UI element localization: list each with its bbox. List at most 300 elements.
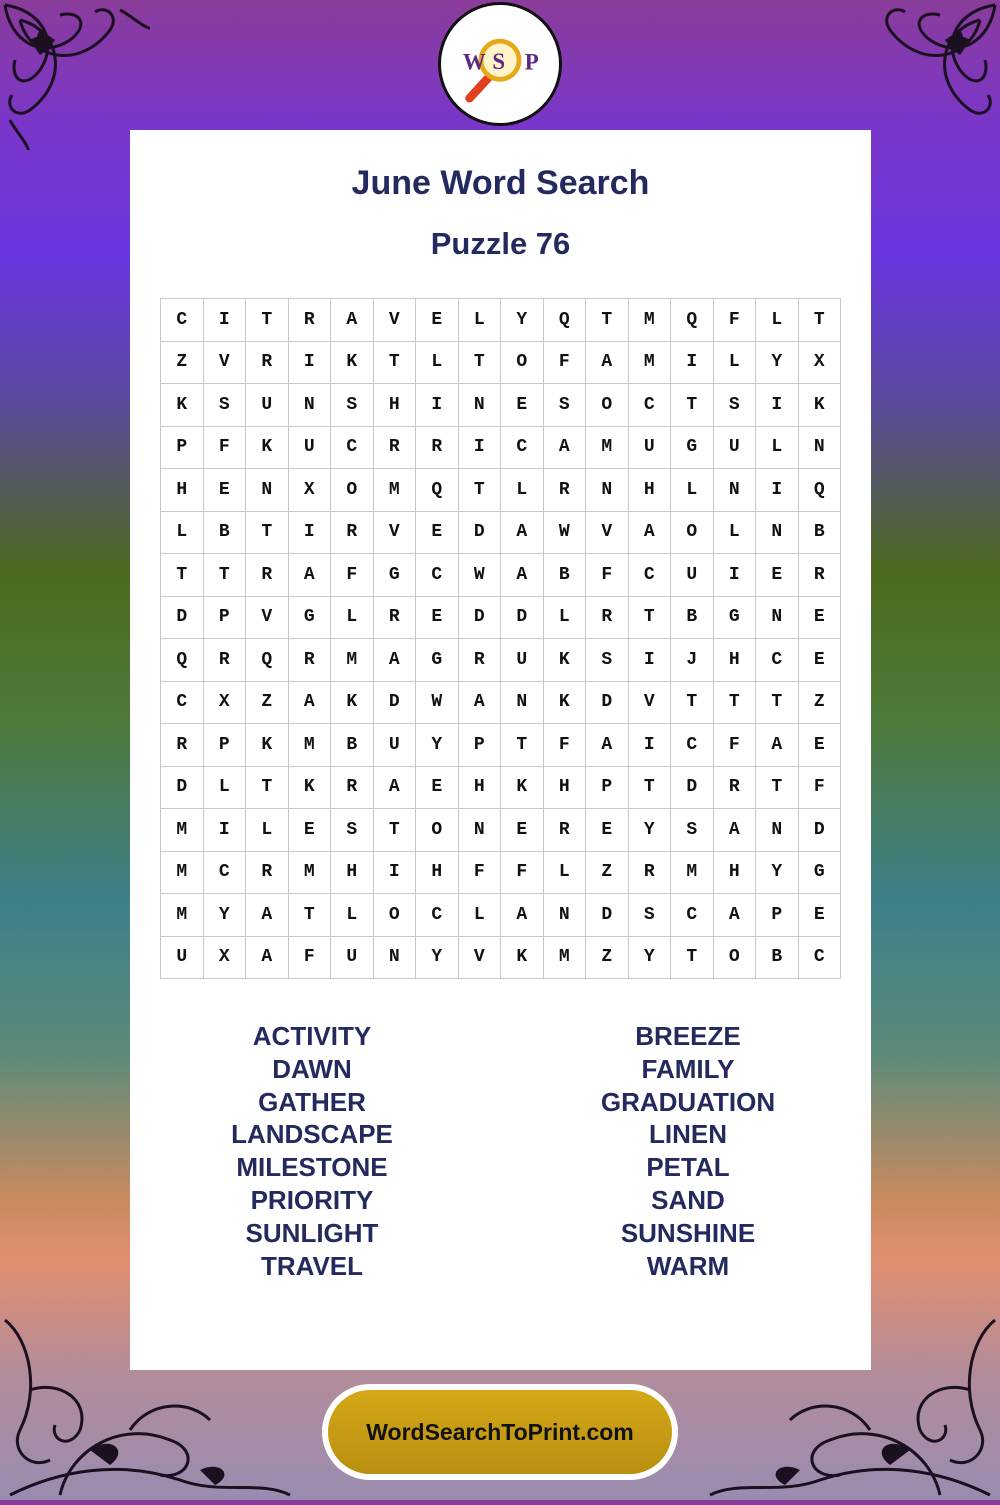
grid-cell[interactable]: A xyxy=(501,894,544,937)
grid-cell[interactable]: E xyxy=(798,894,841,937)
grid-row xyxy=(161,554,841,597)
word-list-left xyxy=(162,1020,462,1282)
grid-cell[interactable]: I xyxy=(288,511,331,554)
grid-cell[interactable]: G xyxy=(373,554,416,597)
letter-grid[interactable] xyxy=(160,298,841,979)
word-list-item: PRIORITY xyxy=(250,1184,374,1215)
grid-cell[interactable]: M xyxy=(586,426,629,469)
grid-cell[interactable]: J xyxy=(671,639,714,682)
grid-cell[interactable]: N xyxy=(288,384,331,427)
grid-cell[interactable]: Q xyxy=(416,469,459,512)
grid-cell[interactable]: Z xyxy=(246,681,289,724)
grid-cell[interactable]: P xyxy=(203,596,246,639)
grid-cell[interactable]: I xyxy=(756,469,799,512)
grid-cell[interactable]: G xyxy=(713,596,756,639)
grid-cell[interactable]: T xyxy=(203,554,246,597)
grid-cell[interactable]: R xyxy=(713,766,756,809)
grid-cell[interactable]: E xyxy=(416,511,459,554)
grid-cell[interactable]: M xyxy=(288,724,331,767)
grid-cell[interactable]: N xyxy=(798,426,841,469)
grid-cell[interactable]: K xyxy=(798,384,841,427)
grid-cell[interactable]: I xyxy=(288,341,331,384)
grid-cell[interactable]: D xyxy=(586,681,629,724)
grid-cell[interactable]: H xyxy=(543,766,586,809)
grid-cell[interactable]: I xyxy=(671,341,714,384)
grid-cell[interactable]: Z xyxy=(586,936,629,979)
grid-cell[interactable]: K xyxy=(501,766,544,809)
grid-cell[interactable]: G xyxy=(671,426,714,469)
grid-cell[interactable]: H xyxy=(458,766,501,809)
grid-cell[interactable]: S xyxy=(331,809,374,852)
grid-cell[interactable]: O xyxy=(373,894,416,937)
grid-cell[interactable]: E xyxy=(756,554,799,597)
grid-cell[interactable]: K xyxy=(331,341,374,384)
grid-cell[interactable]: P xyxy=(458,724,501,767)
site-url-link[interactable]: WordSearchToPrint.com xyxy=(328,1390,672,1474)
grid-cell[interactable]: R xyxy=(373,426,416,469)
grid-cell[interactable]: A xyxy=(543,426,586,469)
grid-cell[interactable]: A xyxy=(586,341,629,384)
word-list-right xyxy=(538,1020,838,1282)
grid-cell[interactable]: H xyxy=(161,469,204,512)
grid-cell[interactable]: E xyxy=(798,596,841,639)
grid-cell[interactable]: F xyxy=(203,426,246,469)
grid-cell[interactable]: T xyxy=(628,766,671,809)
grid-cell[interactable]: E xyxy=(798,639,841,682)
grid-cell[interactable]: U xyxy=(501,639,544,682)
grid-cell[interactable]: Y xyxy=(628,936,671,979)
grid-cell[interactable]: V xyxy=(203,341,246,384)
grid-cell[interactable]: F xyxy=(288,936,331,979)
grid-cell[interactable]: I xyxy=(203,809,246,852)
grid-cell[interactable]: E xyxy=(501,384,544,427)
grid-cell[interactable]: F xyxy=(586,554,629,597)
grid-cell[interactable]: N xyxy=(756,596,799,639)
word-list-item: WARM xyxy=(646,1250,730,1281)
grid-cell[interactable]: D xyxy=(458,511,501,554)
grid-cell[interactable]: R xyxy=(458,639,501,682)
flourish-icon xyxy=(0,0,150,150)
grid-row xyxy=(161,299,841,342)
corner-ornament-top-left xyxy=(0,0,150,150)
grid-cell[interactable]: R xyxy=(586,596,629,639)
grid-cell[interactable]: D xyxy=(798,809,841,852)
grid-cell[interactable]: G xyxy=(798,851,841,894)
grid-cell[interactable]: U xyxy=(246,384,289,427)
grid-cell[interactable]: B xyxy=(543,554,586,597)
grid-cell[interactable]: Y xyxy=(628,809,671,852)
grid-cell[interactable]: H xyxy=(416,851,459,894)
grid-cell[interactable]: A xyxy=(713,809,756,852)
grid-cell[interactable]: K xyxy=(331,681,374,724)
grid-cell[interactable]: M xyxy=(628,341,671,384)
word-list-item: MILESTONE xyxy=(236,1152,388,1183)
grid-cell[interactable]: R xyxy=(416,426,459,469)
grid-cell[interactable]: E xyxy=(586,809,629,852)
grid-cell[interactable]: R xyxy=(288,299,331,342)
grid-cell[interactable]: Q xyxy=(798,469,841,512)
grid-cell[interactable]: F xyxy=(458,851,501,894)
grid-cell[interactable]: F xyxy=(713,299,756,342)
grid-cell[interactable]: R xyxy=(543,809,586,852)
grid-cell[interactable]: V xyxy=(373,511,416,554)
grid-cell[interactable]: S xyxy=(713,384,756,427)
word-list-item: GRADUATION xyxy=(600,1086,776,1117)
grid-cell[interactable]: C xyxy=(331,426,374,469)
grid-cell[interactable]: L xyxy=(713,511,756,554)
grid-cell[interactable]: R xyxy=(331,766,374,809)
grid-cell[interactable]: X xyxy=(203,936,246,979)
grid-cell[interactable]: W xyxy=(543,511,586,554)
grid-cell[interactable]: W xyxy=(416,681,459,724)
grid-cell[interactable]: Y xyxy=(756,851,799,894)
word-list-item: BREEZE xyxy=(635,1021,741,1051)
grid-cell[interactable]: D xyxy=(501,596,544,639)
grid-cell[interactable]: E xyxy=(416,766,459,809)
grid-cell[interactable]: L xyxy=(203,766,246,809)
grid-cell[interactable]: L xyxy=(543,596,586,639)
word-list-item: SAND xyxy=(651,1184,725,1215)
grid-cell[interactable]: T xyxy=(501,724,544,767)
grid-cell[interactable]: R xyxy=(331,511,374,554)
page-title: June Word Search xyxy=(351,164,650,202)
grid-cell[interactable]: O xyxy=(416,809,459,852)
site-logo[interactable] xyxy=(438,2,562,126)
grid-cell[interactable]: M xyxy=(161,851,204,894)
grid-cell[interactable]: A xyxy=(458,681,501,724)
grid-cell[interactable]: N xyxy=(756,511,799,554)
grid-cell[interactable]: L xyxy=(416,341,459,384)
grid-cell[interactable]: P xyxy=(203,724,246,767)
grid-cell[interactable]: E xyxy=(501,809,544,852)
grid-cell[interactable]: L xyxy=(501,469,544,512)
grid-cell[interactable]: T xyxy=(246,511,289,554)
grid-cell[interactable]: E xyxy=(798,724,841,767)
grid-cell[interactable]: Z xyxy=(161,341,204,384)
word-list-item: ACTIVITY xyxy=(252,1021,372,1051)
grid-cell[interactable]: U xyxy=(713,426,756,469)
grid-cell[interactable]: N xyxy=(756,809,799,852)
grid-cell[interactable]: F xyxy=(543,724,586,767)
grid-cell[interactable]: L xyxy=(671,469,714,512)
grid-cell[interactable]: C xyxy=(671,724,714,767)
grid-cell[interactable]: T xyxy=(798,299,841,342)
grid-cell[interactable]: N xyxy=(458,809,501,852)
grid-cell[interactable]: T xyxy=(246,299,289,342)
grid-cell[interactable]: C xyxy=(501,426,544,469)
grid-cell[interactable]: C xyxy=(416,554,459,597)
grid-cell[interactable]: V xyxy=(373,299,416,342)
grid-row xyxy=(161,384,841,427)
grid-cell[interactable]: U xyxy=(671,554,714,597)
grid-cell[interactable]: T xyxy=(671,936,714,979)
grid-cell[interactable]: T xyxy=(586,299,629,342)
grid-cell[interactable]: S xyxy=(671,809,714,852)
grid-cell[interactable]: Z xyxy=(798,681,841,724)
grid-cell[interactable]: C xyxy=(161,299,204,342)
site-banner[interactable] xyxy=(322,1384,678,1480)
grid-cell[interactable]: T xyxy=(756,681,799,724)
grid-cell[interactable]: I xyxy=(713,554,756,597)
grid-cell[interactable]: L xyxy=(756,299,799,342)
grid-cell[interactable]: P xyxy=(756,894,799,937)
grid-row xyxy=(161,894,841,937)
grid-cell[interactable]: C xyxy=(798,936,841,979)
grid-cell[interactable]: T xyxy=(246,766,289,809)
word-list-item: PETAL xyxy=(646,1152,730,1183)
grid-cell[interactable]: L xyxy=(713,341,756,384)
grid-cell[interactable]: C xyxy=(203,851,246,894)
grid-cell[interactable]: H xyxy=(628,469,671,512)
grid-cell[interactable]: T xyxy=(288,894,331,937)
grid-cell[interactable]: R xyxy=(161,724,204,767)
grid-cell[interactable]: V xyxy=(458,936,501,979)
grid-cell[interactable]: N xyxy=(543,894,586,937)
grid-cell[interactable]: X xyxy=(203,681,246,724)
grid-cell[interactable]: E xyxy=(203,469,246,512)
grid-cell[interactable]: P xyxy=(161,426,204,469)
grid-cell[interactable]: T xyxy=(458,341,501,384)
grid-cell[interactable]: C xyxy=(416,894,459,937)
grid-cell[interactable]: S xyxy=(543,384,586,427)
grid-cell[interactable]: A xyxy=(331,299,374,342)
grid-cell[interactable]: Y xyxy=(416,724,459,767)
grid-cell[interactable]: A xyxy=(246,894,289,937)
grid-cell[interactable]: L xyxy=(331,596,374,639)
grid-cell[interactable]: D xyxy=(161,596,204,639)
grid-cell[interactable]: H xyxy=(713,851,756,894)
grid-cell[interactable]: N xyxy=(246,469,289,512)
grid-cell[interactable]: N xyxy=(458,384,501,427)
grid-cell[interactable]: U xyxy=(331,936,374,979)
grid-cell[interactable]: X xyxy=(288,469,331,512)
grid-cell[interactable]: K xyxy=(543,681,586,724)
grid-cell[interactable]: L xyxy=(161,511,204,554)
grid-cell[interactable]: Q xyxy=(246,639,289,682)
grid-cell[interactable]: S xyxy=(586,639,629,682)
grid-cell[interactable]: T xyxy=(756,766,799,809)
grid-cell[interactable]: M xyxy=(543,936,586,979)
word-list-item: LANDSCAPE xyxy=(231,1119,393,1150)
grid-cell[interactable]: A xyxy=(501,511,544,554)
grid-cell[interactable]: G xyxy=(288,596,331,639)
puzzle-number: Puzzle 76 xyxy=(430,226,571,261)
grid-row xyxy=(161,936,841,979)
grid-cell[interactable]: S xyxy=(203,384,246,427)
grid-cell[interactable]: C xyxy=(628,554,671,597)
grid-cell[interactable]: L xyxy=(246,809,289,852)
grid-cell[interactable]: P xyxy=(586,766,629,809)
grid-cell[interactable]: Y xyxy=(203,894,246,937)
grid-cell[interactable]: L xyxy=(458,894,501,937)
grid-cell[interactable]: O xyxy=(331,469,374,512)
grid-cell[interactable]: L xyxy=(458,299,501,342)
grid-cell[interactable]: U xyxy=(288,426,331,469)
grid-row xyxy=(161,341,841,384)
grid-cell[interactable]: F xyxy=(713,724,756,767)
grid-cell[interactable]: E xyxy=(288,809,331,852)
grid-cell[interactable]: N xyxy=(713,469,756,512)
grid-cell[interactable]: I xyxy=(628,724,671,767)
grid-cell[interactable]: L xyxy=(543,851,586,894)
grid-row xyxy=(161,809,841,852)
grid-cell[interactable]: R xyxy=(288,639,331,682)
grid-cell[interactable]: A xyxy=(628,511,671,554)
grid-cell[interactable]: A xyxy=(288,554,331,597)
grid-cell[interactable]: M xyxy=(373,469,416,512)
grid-cell[interactable]: H xyxy=(331,851,374,894)
grid-cell[interactable]: W xyxy=(458,554,501,597)
grid-cell[interactable]: T xyxy=(373,341,416,384)
grid-cell[interactable]: F xyxy=(331,554,374,597)
grid-row xyxy=(161,724,841,767)
grid-cell[interactable]: A xyxy=(756,724,799,767)
grid-cell[interactable]: R xyxy=(246,851,289,894)
grid-row xyxy=(161,596,841,639)
grid-cell[interactable]: X xyxy=(798,341,841,384)
grid-cell[interactable]: A xyxy=(586,724,629,767)
grid-cell[interactable]: D xyxy=(373,681,416,724)
grid-cell[interactable]: T xyxy=(161,554,204,597)
grid-cell[interactable]: I xyxy=(458,426,501,469)
grid-cell[interactable]: M xyxy=(331,639,374,682)
grid-cell[interactable]: A xyxy=(288,681,331,724)
grid-cell[interactable]: K xyxy=(288,766,331,809)
grid-cell[interactable]: S xyxy=(331,384,374,427)
grid-cell[interactable]: O xyxy=(671,511,714,554)
word-list-item: DAWN xyxy=(272,1053,352,1084)
logo-letter-p: P xyxy=(524,49,539,75)
grid-cell[interactable]: I xyxy=(416,384,459,427)
logo-letter-w: W xyxy=(462,49,486,75)
grid-row xyxy=(161,511,841,554)
grid-cell[interactable]: D xyxy=(161,766,204,809)
grid-cell[interactable]: K xyxy=(246,724,289,767)
grid-cell[interactable]: N xyxy=(586,469,629,512)
grid-cell[interactable]: U xyxy=(628,426,671,469)
grid-cell[interactable]: I xyxy=(203,299,246,342)
grid-cell[interactable]: C xyxy=(671,894,714,937)
grid-cell[interactable]: F xyxy=(501,851,544,894)
flourish-icon xyxy=(850,0,1000,150)
grid-cell[interactable]: R xyxy=(203,639,246,682)
grid-cell[interactable]: K xyxy=(543,639,586,682)
grid-cell[interactable]: E xyxy=(416,596,459,639)
grid-cell[interactable]: Y xyxy=(756,341,799,384)
grid-cell[interactable]: M xyxy=(288,851,331,894)
grid-cell[interactable]: D xyxy=(586,894,629,937)
grid-cell[interactable]: C xyxy=(161,681,204,724)
word-list-item: LINEN xyxy=(649,1119,727,1150)
grid-cell[interactable]: S xyxy=(628,894,671,937)
grid-row xyxy=(161,639,841,682)
grid-cell[interactable]: Z xyxy=(586,851,629,894)
grid-cell[interactable]: A xyxy=(501,554,544,597)
grid-cell[interactable]: L xyxy=(756,426,799,469)
grid-cell[interactable]: N xyxy=(373,936,416,979)
grid-cell[interactable]: T xyxy=(628,596,671,639)
grid-row xyxy=(161,426,841,469)
grid-cell[interactable]: H xyxy=(713,639,756,682)
grid-cell[interactable]: C xyxy=(756,639,799,682)
grid-cell[interactable]: K xyxy=(501,936,544,979)
grid-cell[interactable]: I xyxy=(628,639,671,682)
grid-cell[interactable]: I xyxy=(373,851,416,894)
grid-cell[interactable]: T xyxy=(671,384,714,427)
grid-cell[interactable]: O xyxy=(501,341,544,384)
grid-cell[interactable]: B xyxy=(203,511,246,554)
grid-cell[interactable]: V xyxy=(628,681,671,724)
grid-cell[interactable]: V xyxy=(586,511,629,554)
grid-cell[interactable]: Y xyxy=(416,936,459,979)
grid-cell[interactable]: I xyxy=(756,384,799,427)
grid-cell[interactable]: T xyxy=(373,809,416,852)
grid-cell[interactable]: B xyxy=(331,724,374,767)
grid-cell[interactable]: M xyxy=(671,851,714,894)
grid-cell[interactable]: H xyxy=(373,384,416,427)
grid-cell[interactable]: T xyxy=(671,681,714,724)
grid-row xyxy=(161,851,841,894)
grid-cell[interactable]: B xyxy=(756,936,799,979)
grid-cell[interactable]: B xyxy=(798,511,841,554)
grid-cell[interactable]: K xyxy=(161,384,204,427)
grid-cell[interactable]: K xyxy=(246,426,289,469)
word-list-item: GATHER xyxy=(258,1086,366,1117)
grid-cell[interactable]: U xyxy=(373,724,416,767)
grid-cell[interactable]: A xyxy=(373,766,416,809)
grid-cell[interactable]: A xyxy=(373,639,416,682)
grid-cell[interactable]: A xyxy=(246,936,289,979)
grid-cell[interactable]: N xyxy=(501,681,544,724)
grid-cell[interactable]: Q xyxy=(543,299,586,342)
grid-cell[interactable]: M xyxy=(628,299,671,342)
grid-row xyxy=(161,766,841,809)
grid-cell[interactable]: C xyxy=(628,384,671,427)
grid-cell[interactable]: T xyxy=(713,681,756,724)
grid-cell[interactable]: Y xyxy=(501,299,544,342)
grid-cell[interactable]: R xyxy=(628,851,671,894)
grid-cell[interactable]: V xyxy=(246,596,289,639)
grid-cell[interactable]: B xyxy=(671,596,714,639)
grid-cell[interactable]: R xyxy=(246,554,289,597)
grid-cell[interactable]: O xyxy=(586,384,629,427)
grid-cell[interactable]: M xyxy=(161,894,204,937)
grid-cell[interactable]: U xyxy=(161,936,204,979)
grid-cell[interactable]: E xyxy=(416,299,459,342)
grid-cell[interactable]: T xyxy=(458,469,501,512)
corner-ornament-top-right xyxy=(850,0,1000,150)
grid-cell[interactable]: Q xyxy=(161,639,204,682)
grid-cell[interactable]: L xyxy=(331,894,374,937)
word-list-item: TRAVEL xyxy=(260,1250,364,1281)
grid-cell[interactable]: A xyxy=(713,894,756,937)
grid-cell[interactable]: M xyxy=(161,809,204,852)
grid-cell[interactable]: F xyxy=(798,766,841,809)
grid-cell[interactable]: R xyxy=(246,341,289,384)
grid-cell[interactable]: O xyxy=(713,936,756,979)
grid-cell[interactable]: R xyxy=(373,596,416,639)
word-list-item: SUNSHINE xyxy=(620,1217,756,1248)
grid-cell[interactable]: R xyxy=(798,554,841,597)
word-list-item: SUNLIGHT xyxy=(245,1217,379,1248)
grid-cell[interactable]: D xyxy=(671,766,714,809)
grid-cell[interactable]: R xyxy=(543,469,586,512)
grid-cell[interactable]: F xyxy=(543,341,586,384)
grid-cell[interactable]: D xyxy=(458,596,501,639)
grid-cell[interactable]: Q xyxy=(671,299,714,342)
word-list-item: FAMILY xyxy=(641,1053,735,1084)
grid-cell[interactable]: G xyxy=(416,639,459,682)
